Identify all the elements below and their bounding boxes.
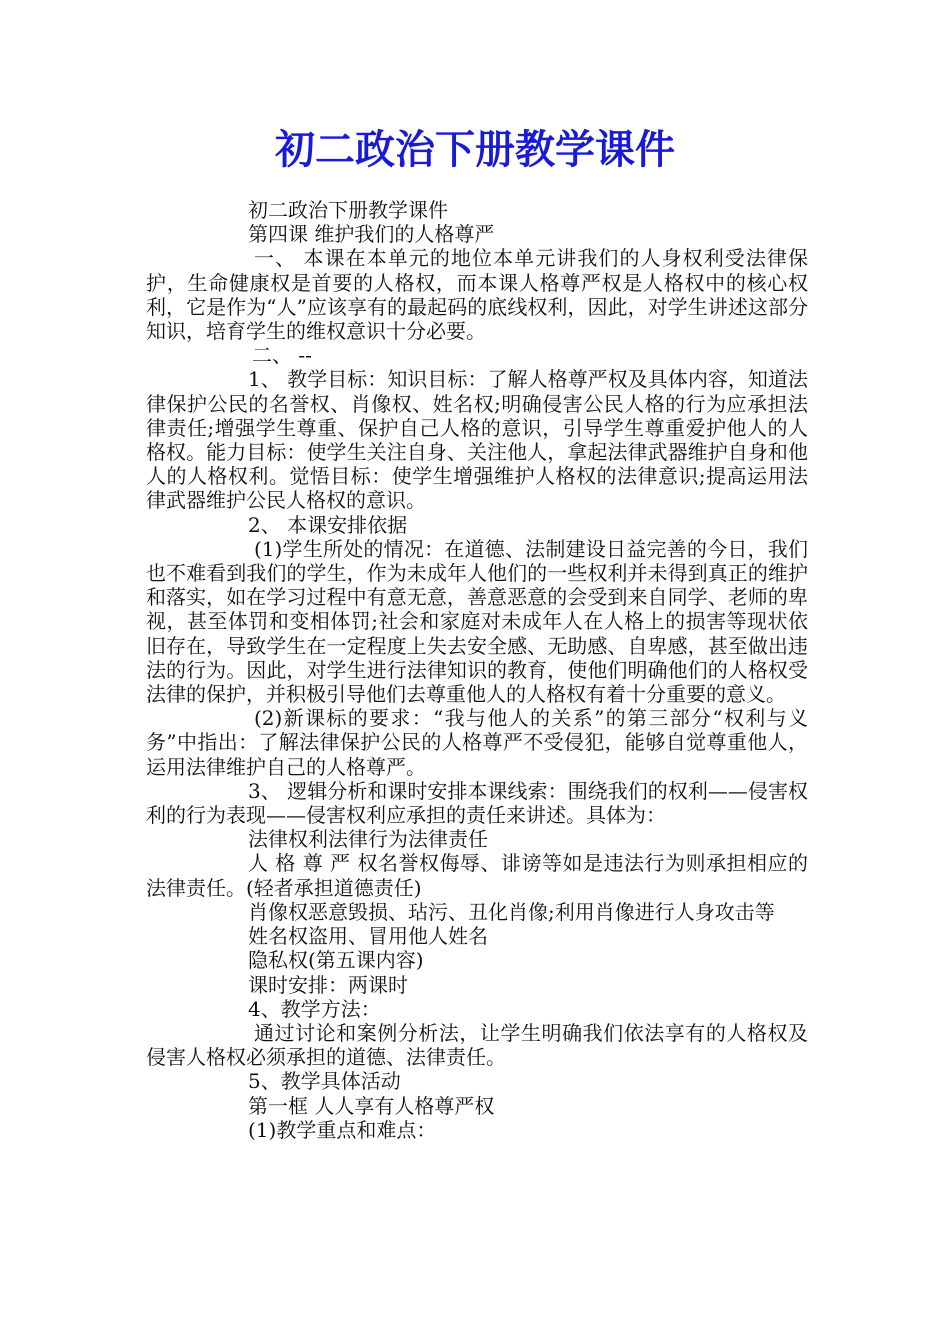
- paragraph: (1)教学重点和难点：: [248, 1117, 437, 1142]
- paragraph: 一、 本课在本单元的地位本单元讲我们的人身权利受法律保护，生命健康权是首要的人格权，而本课人格尊严权是人格权中的核心权利，它是作为“人”应该享有的最起码的底线权利，因此，对学生讲述这部分知识，培育学生的维权意识十分必要。: [146, 246, 808, 344]
- paragraph: 初二政治下册教学课件: [248, 198, 448, 222]
- paragraph: 第一框 人人享有人格尊严权: [248, 1093, 495, 1118]
- paragraph: 肖像权恶意毁损、玷污、丑化肖像;利用肖像进行人身攻击等: [248, 899, 775, 924]
- document-body: [146, 198, 808, 1142]
- paragraph: 二、 --: [252, 343, 312, 368]
- paragraph: 4、教学方法：: [248, 996, 381, 1021]
- paragraph: 2、 本课安排依据: [248, 512, 408, 537]
- paragraph: 5、教学具体活动: [248, 1069, 401, 1094]
- paragraph: (1)学生所处的情况：在道德、法制建设日益完善的今日，我们也不难看到我们的学生，作为未成年人他们的一些权利并未得到真正的维护和落实，如在学习过程中有意无意，善意恶意的会受到来自同学、老师的卑视，甚至体罚和变相体罚;社会和家庭对未成年人在人格上的损害等现状依旧存在，导致学生在一定程度上失去安全感、无助感、自卑感，甚至做出违法的行为。因此，对学生进行法律知识的教育，使他们明确他们的人格权受法律的保护，并积极引导他们去尊重他人的人格权有着十分重要的意义。: [146, 536, 808, 707]
- document-title: 初二政治下册教学课件: [275, 126, 675, 173]
- paragraph: 法律权利法律行为法律责任: [248, 827, 488, 852]
- paragraph: 人 格 尊 严 权名誉权侮辱、诽谤等如是违法行为则承担相应的法律责任。(轻者承担道德责任): [146, 851, 808, 900]
- paragraph: 第四课 维护我们的人格尊严: [248, 222, 495, 247]
- paragraph: (2)新课标的要求：“我与他人的关系”的第三部分“权利与义务”中指出：了解法律保护公民的人格尊严不受侵犯，能够自觉尊重他人，运用法律维护自己的人格尊严。: [146, 706, 808, 779]
- paragraph: 1、 教学目标：知识目标：了解人格尊严权及具体内容，知道法律保护公民的名誉权、肖像权、姓名权;明确侵害公民人格的行为应承担法律责任;增强学生尊重、保护自己人格的意识，引导学生尊重爱护他人的人格权。能力目标：使学生关注自身、关注他人，拿起法律武器维护自身和他人的人格权利。觉悟目标：使学生增强维护人格权的法律意识;提高运用法律武器维护公民人格权的意识。: [146, 367, 808, 513]
- paragraph: 课时安排：两课时: [248, 972, 408, 997]
- paragraph: 通过讨论和案例分析法，让学生明确我们依法享有的人格权及侵害人格权必须承担的道德、法律责任。: [146, 1020, 808, 1070]
- paragraph: 隐私权(第五课内容): [248, 948, 424, 973]
- paragraph: 姓名权盗用、冒用他人姓名: [248, 924, 488, 949]
- paragraph: 3、 逻辑分析和课时安排本课线索：围绕我们的权利——侵害权利的行为表现——侵害权利应承担的责任来讲述。具体为：: [146, 778, 808, 828]
